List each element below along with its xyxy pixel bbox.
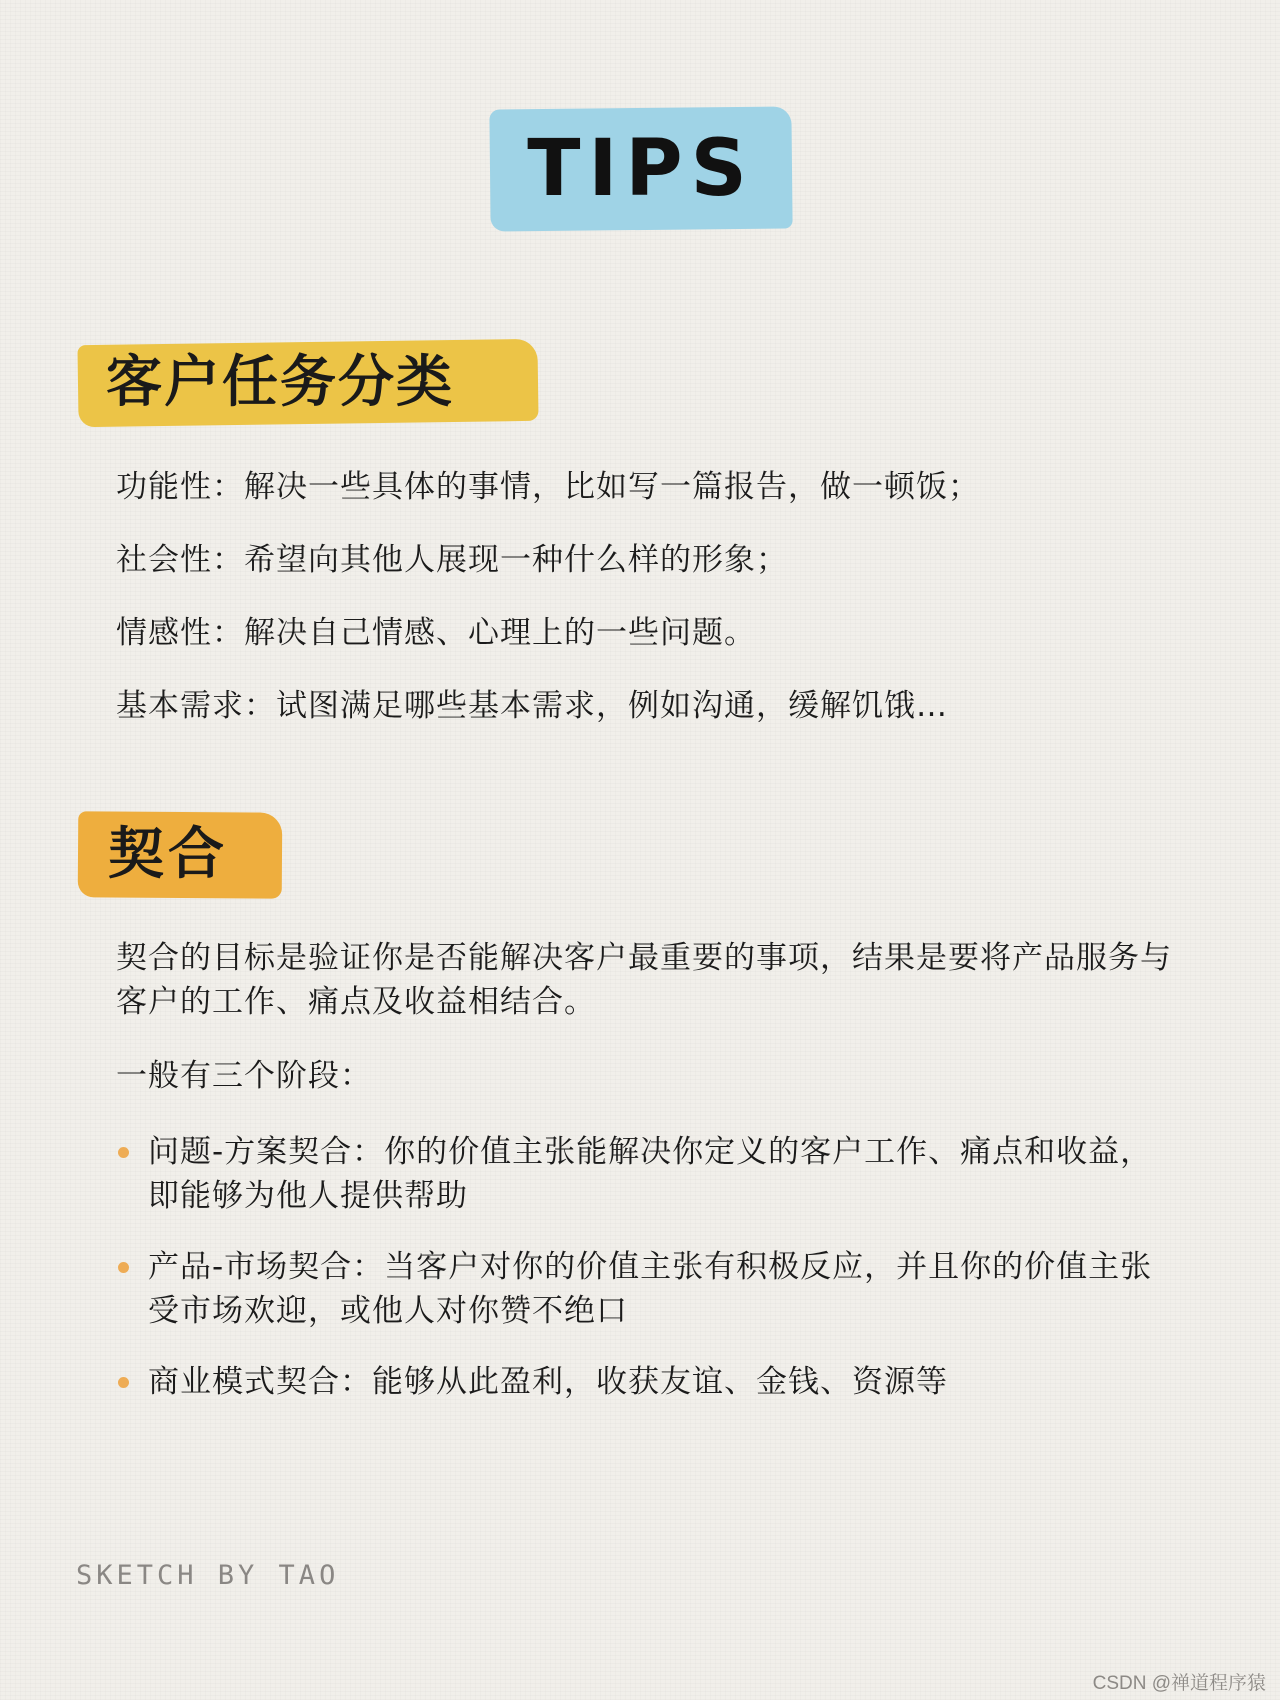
fit-intro-paragraph: 契合的目标是验证你是否能解决客户最重要的事项，结果是要将产品服务与客户的工作、痛点及收益相结合。 [116, 940, 1172, 1020]
tasks-section-title: 客户任务分类 [106, 350, 454, 415]
stage-text: 商业模式契合：能够从此盈利，收获友谊、金钱、资源等 [148, 1364, 948, 1400]
stage-text: 问题-方案契合：你的价值主张能解决你定义的客户工作、痛点和收益，即能够为他人提供帮助 [148, 1134, 1153, 1214]
author-signature: SKETCH BY TAO [76, 1560, 340, 1591]
bullet-dot-icon [118, 1377, 129, 1388]
fit-section-title: 契合 [108, 822, 228, 887]
task-category-list [116, 462, 980, 754]
tips-title: TIPS [527, 124, 755, 214]
bullet-dot-icon [118, 1262, 129, 1273]
task-item-basic-needs: 基本需求：试图满足哪些基本需求，例如沟通，缓解饥饿… [116, 688, 948, 724]
fit-stages-label: 一般有三个阶段： [116, 1058, 372, 1094]
task-item-social: 社会性：希望向其他人展现一种什么样的形象； [116, 542, 788, 578]
fit-stage-list [116, 1130, 1180, 1431]
bullet-dot-icon [118, 1147, 129, 1158]
stage-item-problem-solution [116, 1130, 1180, 1218]
stage-item-business-model [116, 1360, 1180, 1404]
stage-item-product-market [116, 1245, 1180, 1333]
task-item-functional: 功能性：解决一些具体的事情，比如写一篇报告，做一顿饭； [116, 469, 980, 505]
csdn-watermark: CSDN @禅道程序猿 [1092, 1673, 1266, 1694]
stage-text: 产品-市场契合：当客户对你的价值主张有积极反应，并且你的价值主张受市场欢迎，或他人对你赞不绝口 [148, 1249, 1153, 1329]
task-item-emotional: 情感性：解决自己情感、心理上的一些问题。 [116, 615, 756, 651]
